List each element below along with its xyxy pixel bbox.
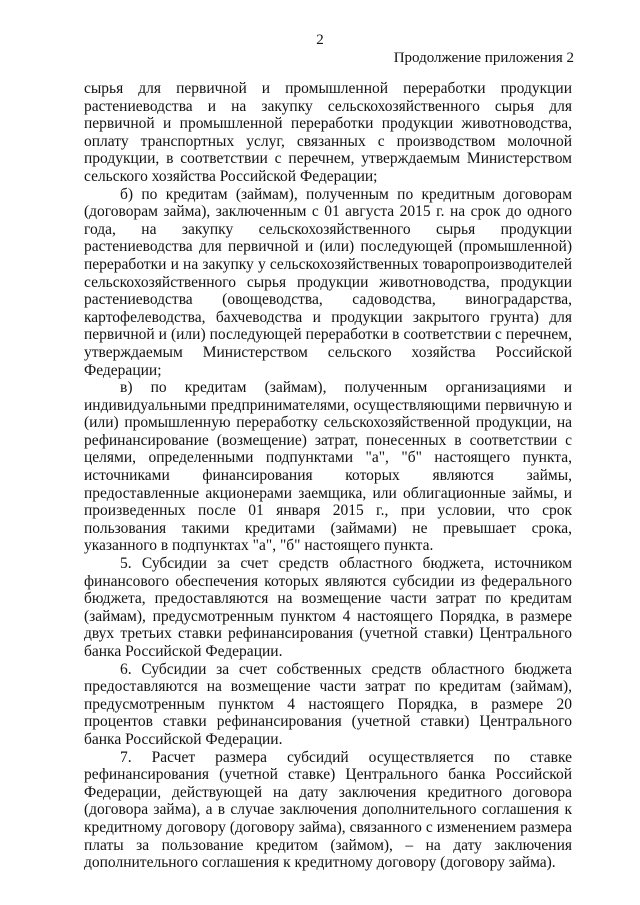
paragraph-item-5: 5. Субсидии за счет средств областного бюджета, источником финансового обеспечения которых являются субсидии из федерального бюджета, предоставляются на возмещение части затрат по кредитам (займам), предусмотренным пунктом 4 настоящего Порядка, в размере двух третьих ставки рефинансирования (учетной ставки) Центрального банка Российской Федерации. bbox=[84, 555, 572, 660]
paragraph-subitem-b: б) по кредитам (займам), полученным по кредитным договорам (договорам займа), заключенным с 01 августа 2015 г. на срок до одного года, на закупку сельскохозяйственного сырья продукции растениеводства для первичной и (или) последующей (промышленной) переработки и на закупку у сельскохозяйственных товаропроизводителей сельскохозяйственного сырья продукции животноводства, продукции растениеводства (овощеводства, садоводства, виноградарства, картофелеводства, бахчеводства и продукции закрытого грунта) для первичной и (или) последующей переработки в соответствии с перечнем, утверждаемым Министерством сельского хозяйства Российской Федерации; bbox=[84, 185, 572, 379]
paragraph-continuation: сырья для первичной и промышленной переработки продукции растениеводства и на закупку сельскохозяйственного сырья для первичной и промышленной переработки продукции животноводства, оплату транспортных услуг, связанных с производством молочной продукции, в соответствии с перечнем, утверждаемым Министерством сельского хозяйства Российской Федерации; bbox=[84, 80, 572, 185]
page-number: 2 bbox=[316, 32, 324, 48]
appendix-continuation-header: Продолжение приложения 2 bbox=[393, 50, 574, 66]
paragraph-item-6: 6. Субсидии за счет собственных средств областного бюджета предоставляются на возмещение части затрат по кредитам (займам), предусмотренным пунктом 4 настоящего Порядка, в размере 20 процентов ставки рефинансирования (учетной ставки) Центрального банка Российской Федерации. bbox=[84, 660, 572, 748]
paragraph-item-7: 7. Расчет размера субсидий осуществляется по ставке рефинансирования (учетной ставке) Центрального банка Российской Федерации, действующей на дату заключения кредитного договора (договора займа), а в случае заключения дополнительного соглашения к кредитному договору (договору займа), связанного с изменением размера платы за пользование кредитом (займом), – на дату заключения дополнительного соглашения к кредитному договору (договору займа). bbox=[84, 748, 572, 872]
paragraph-subitem-v: в) по кредитам (займам), полученным организациями и индивидуальными предпринимателями, осуществляющими первичную и (или) промышленную переработку сельскохозяйственной продукции, на рефинансирование (возмещение) затрат, понесенных в соответствии с целями, определенными подпунктами "а", "б" настоящего пункта, источниками финансирования которых являются займы, предоставленные акционерами заемщика, или облигационные займы, и произведенных после 01 января 2015 г., при условии, что срок пользования такими кредитами (займами) не превышает срока, указанного в подпунктах "а", "б" настоящего пункта. bbox=[84, 379, 572, 555]
document-body bbox=[84, 80, 572, 872]
